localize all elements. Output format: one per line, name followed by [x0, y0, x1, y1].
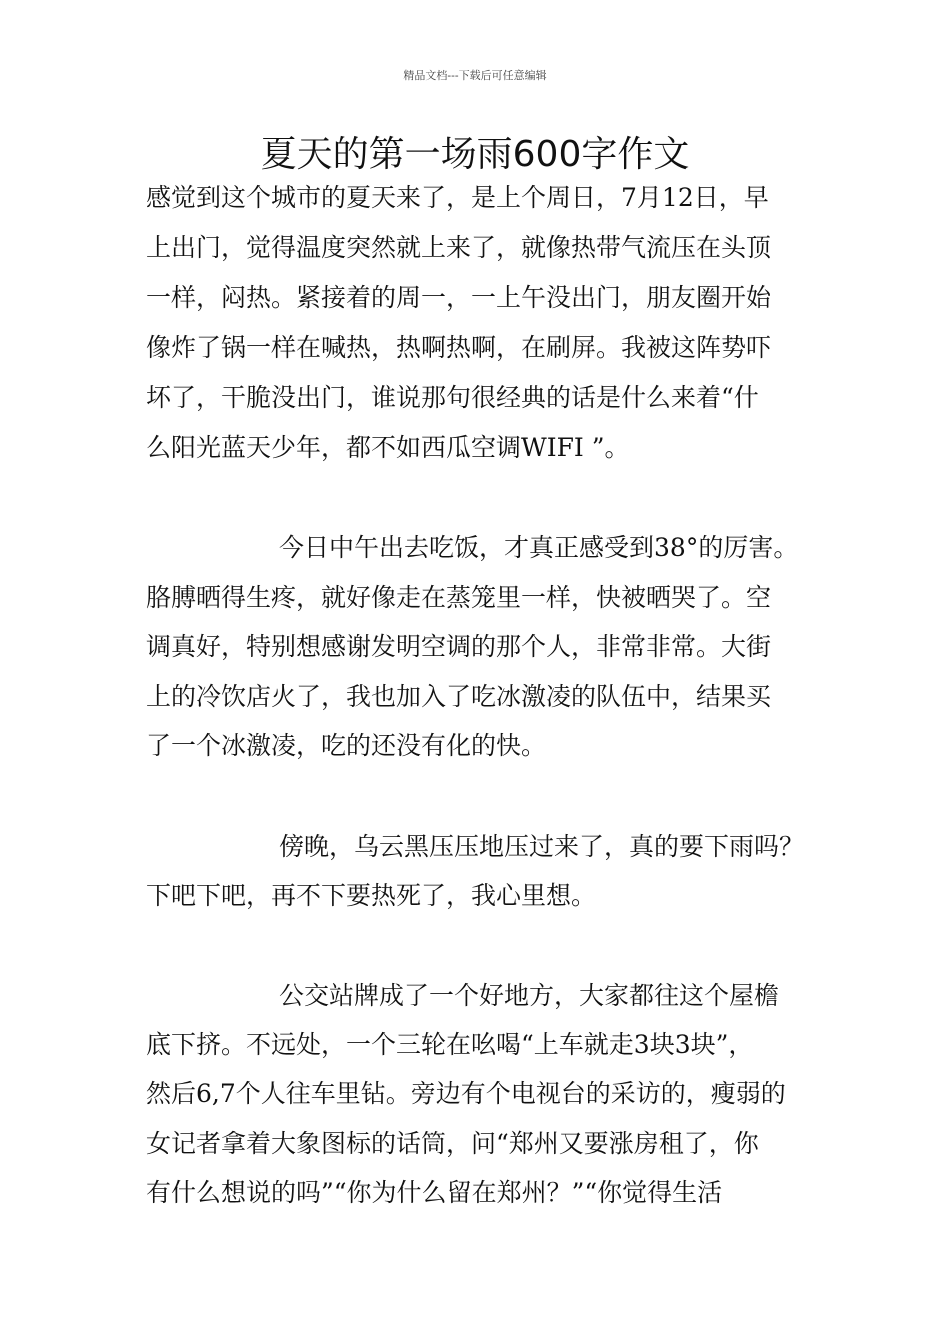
- text-line: 有什么想说的吗”“你为什么留在郑州？”“你觉得生活: [146, 1178, 723, 1207]
- text-line: 傍晚，乌云黑压压地压过来了，真的要下雨吗？: [279, 832, 805, 861]
- text-line: 女记者拿着大象图标的话筒，问“郑州又要涨房租了，你: [146, 1129, 759, 1158]
- essay-title: 夏天的第一场雨600字作文: [260, 134, 690, 175]
- text-line: 了一个冰激凌，吃的还没有化的快。: [146, 731, 547, 760]
- text-line: 上的冷饮店火了，我也加入了吃冰激凌的队伍中，结果买: [146, 682, 772, 711]
- text-line: 胳膊晒得生疼，就好像走在蒸笼里一样，快被晒哭了。空: [146, 583, 772, 612]
- text-line: 调真好，特别想感谢发明空调的那个人，非常非常。大街: [146, 632, 772, 661]
- text-line: 么阳光蓝天少年，都不如西瓜空调WIFI ”。: [146, 433, 630, 462]
- text-line: 一样，闷热。紧接着的周一，一上午没出门，朋友圈开始: [146, 283, 772, 312]
- text-line: 像炸了锅一样在喊热，热啊热啊，在刷屏。我被这阵势吓: [146, 333, 772, 362]
- page-header: 精品文档---下载后可任意编辑: [403, 69, 547, 82]
- text-line: 上出门，觉得温度突然就上来了，就像热带气流压在头顶: [146, 233, 772, 262]
- text-line: 然后6,7个人往车里钻。旁边有个电视台的采访的，瘦弱的: [146, 1079, 786, 1108]
- text-line: 公交站牌成了一个好地方，大家都往这个屋檐: [279, 981, 780, 1010]
- text-line: 坏了，干脆没出门，谁说那句很经典的话是什么来着“什: [146, 383, 759, 412]
- text-line: 今日中午出去吃饭，才真正感受到38°的厉害。: [279, 533, 799, 562]
- text-line: 底下挤。不远处，一个三轮在吆喝“上车就走3块3块”，: [146, 1030, 754, 1059]
- text-line: 下吧下吧，再不下要热死了，我心里想。: [146, 881, 597, 910]
- text-line: 感觉到这个城市的夏天来了，是上个周日，7月12日，早: [146, 183, 769, 212]
